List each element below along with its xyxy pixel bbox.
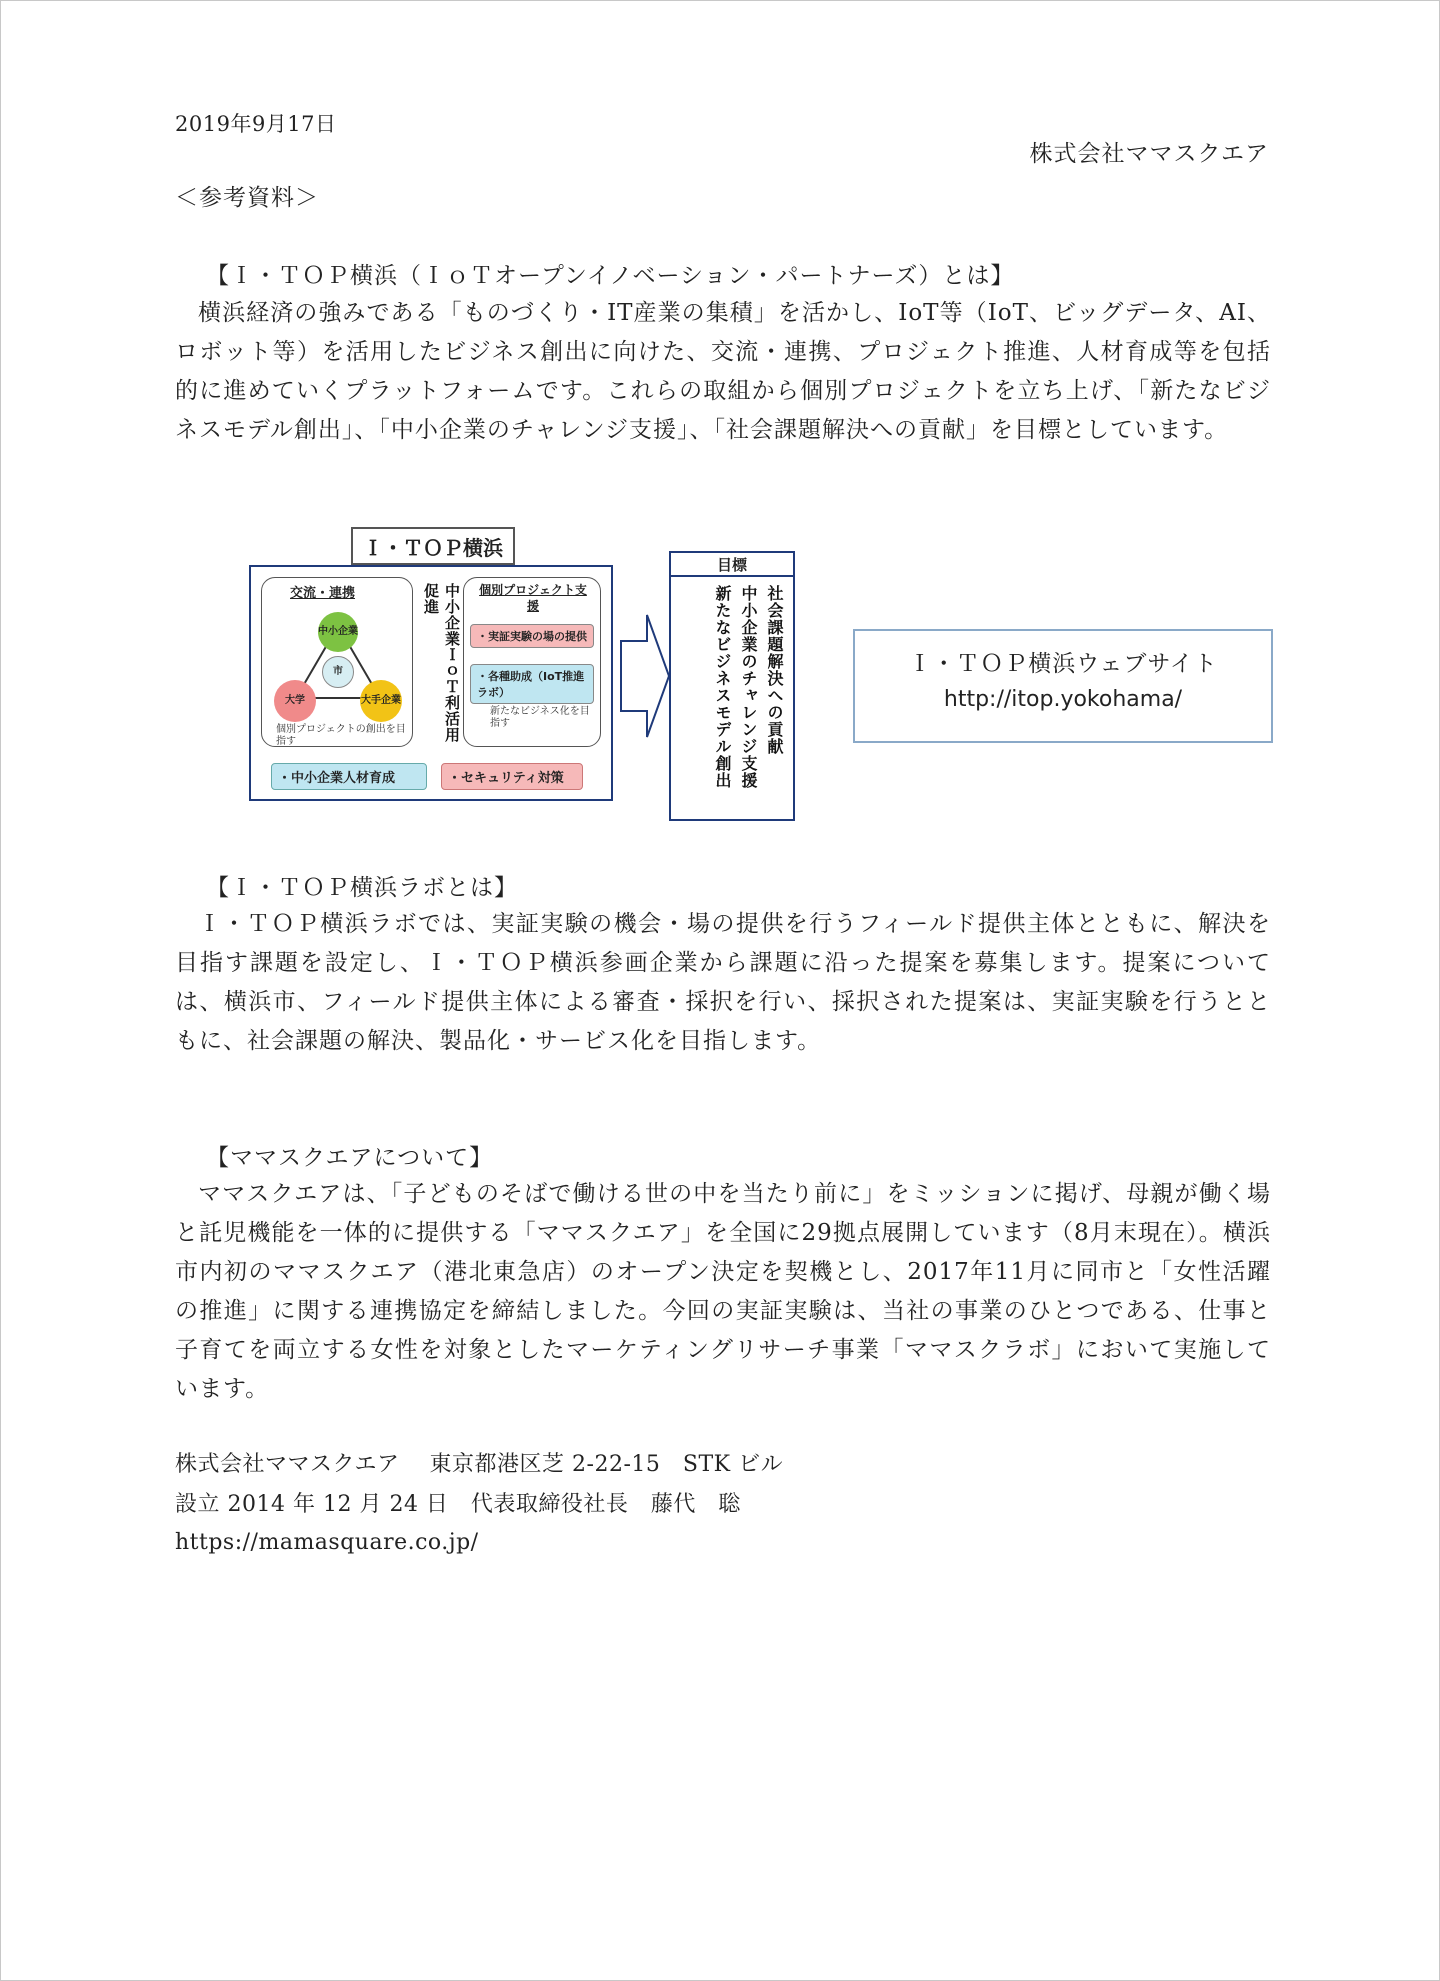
section2-heading: 【Ｉ・ＴＯＰ横浜ラボとは】: [206, 875, 518, 901]
goal-title: 目標: [671, 553, 793, 577]
goal-panel: [669, 551, 795, 821]
circle-sme: 中小企業: [318, 612, 358, 652]
center-vertical-text: 中小企業ＩｏＴ利活用促進: [422, 583, 461, 743]
arrow-right-icon: [619, 611, 671, 741]
website-title: Ｉ・ＴＯＰ横浜ウェブサイト: [908, 651, 1218, 677]
website-box: [853, 629, 1273, 743]
project-item-grant: ・各種助成（IoT推進ラボ）: [470, 664, 594, 704]
bottom-pill-hr: ・中小企業人材育成: [271, 763, 427, 790]
reference-label: ＜参考資料＞: [175, 185, 319, 211]
goal-item-business: 新たなビジネスモデル創出: [713, 585, 732, 789]
circle-city: 市: [322, 656, 354, 688]
goal-item-social: 社会課題解決への貢献: [765, 585, 784, 755]
goal-item-challenge: 中小企業のチャレンジ支援: [739, 585, 758, 789]
project-panel: [463, 577, 601, 747]
project-item-field: ・実証実験の場の提供: [470, 624, 594, 648]
circle-large-company: 大手企業: [360, 680, 402, 722]
footer-url[interactable]: https://mamasquare.co.jp/: [175, 1530, 479, 1555]
exchange-note: 個別プロジェクトの創出を目指す: [276, 724, 406, 747]
section3-heading: 【ママスクエアについて】: [206, 1145, 494, 1171]
circle-university: 大学: [274, 680, 316, 722]
itop-frame: [249, 565, 613, 801]
project-label: 個別プロジェクト支援: [479, 583, 587, 613]
section3-body: ママスクエアは、「子どものそばで働ける世の中を当たり前に」をミッションに掲げ、母親が働く場と託児機能を一体的に提供する「ママスクエア」を全国に29拠点展開しています（8月末現在）。横浜市内初のママスクエア（港北東急店）のオープン決定を契機とし、2017年11月に同市と「女性活躍の推進」に関する連携協定を締結しました。今回の実証実験は、当社の事業のひとつである、仕事と子育てを両立する女性を対象としたマーケティングリサーチ事業「ママスクラボ」において実施しています。: [175, 1181, 1271, 1402]
exchange-panel: [261, 577, 413, 747]
diagram-title: Ｉ・ＴＯＰ横浜: [351, 527, 515, 565]
exchange-label: 交流・連携: [290, 586, 356, 601]
footer-founded-ceo: 設立 2014 年 12 月 24 日 代表取締役社長 藤代 聡: [175, 1492, 741, 1517]
section1-heading: 【Ｉ・ＴＯＰ横浜（ＩｏＴオープンイノベーション・パートナーズ）とは】: [206, 263, 1015, 289]
section1-body: 横浜経済の強みである「ものづくり・IT産業の集積」を活かし、IoT等（IoT、ビッグデータ、AI、ロボット等）を活用したビジネス創出に向けた、交流・連携、プロジェクト推進、人材育成等を包括的に進めていくプラットフォームです。これらの取組から個別プロジェクトを立ち上げ、「新たなビジネスモデル創出」、「中小企業のチャレンジ支援」、「社会課題解決への貢献」を目標としています。: [175, 300, 1271, 443]
footer-company-address: 株式会社ママスクエア 東京都港区芝 2-22-15 STK ビル: [175, 1452, 784, 1477]
project-note: 新たなビジネス化を目指す: [490, 706, 590, 729]
section2-body: Ｉ・ＴＯＰ横浜ラボでは、実証実験の機会・場の提供を行うフィールド提供主体とともに、解決を目指す課題を設定し、Ｉ・ＴＯＰ横浜参画企業から課題に沿った提案を募集します。提案については、横浜市、フィールド提供主体による審査・採択を行い、採択された提案は、実証実験を行うとともに、社会課題の解決、製品化・サービス化を目指します。: [175, 911, 1271, 1054]
company-name: 株式会社ママスクエア: [1029, 141, 1269, 167]
bottom-pill-security: ・セキュリティ対策: [441, 763, 583, 790]
website-url[interactable]: http://itop.yokohama/: [943, 687, 1183, 712]
document-date: 2019年9月17日: [175, 112, 337, 136]
